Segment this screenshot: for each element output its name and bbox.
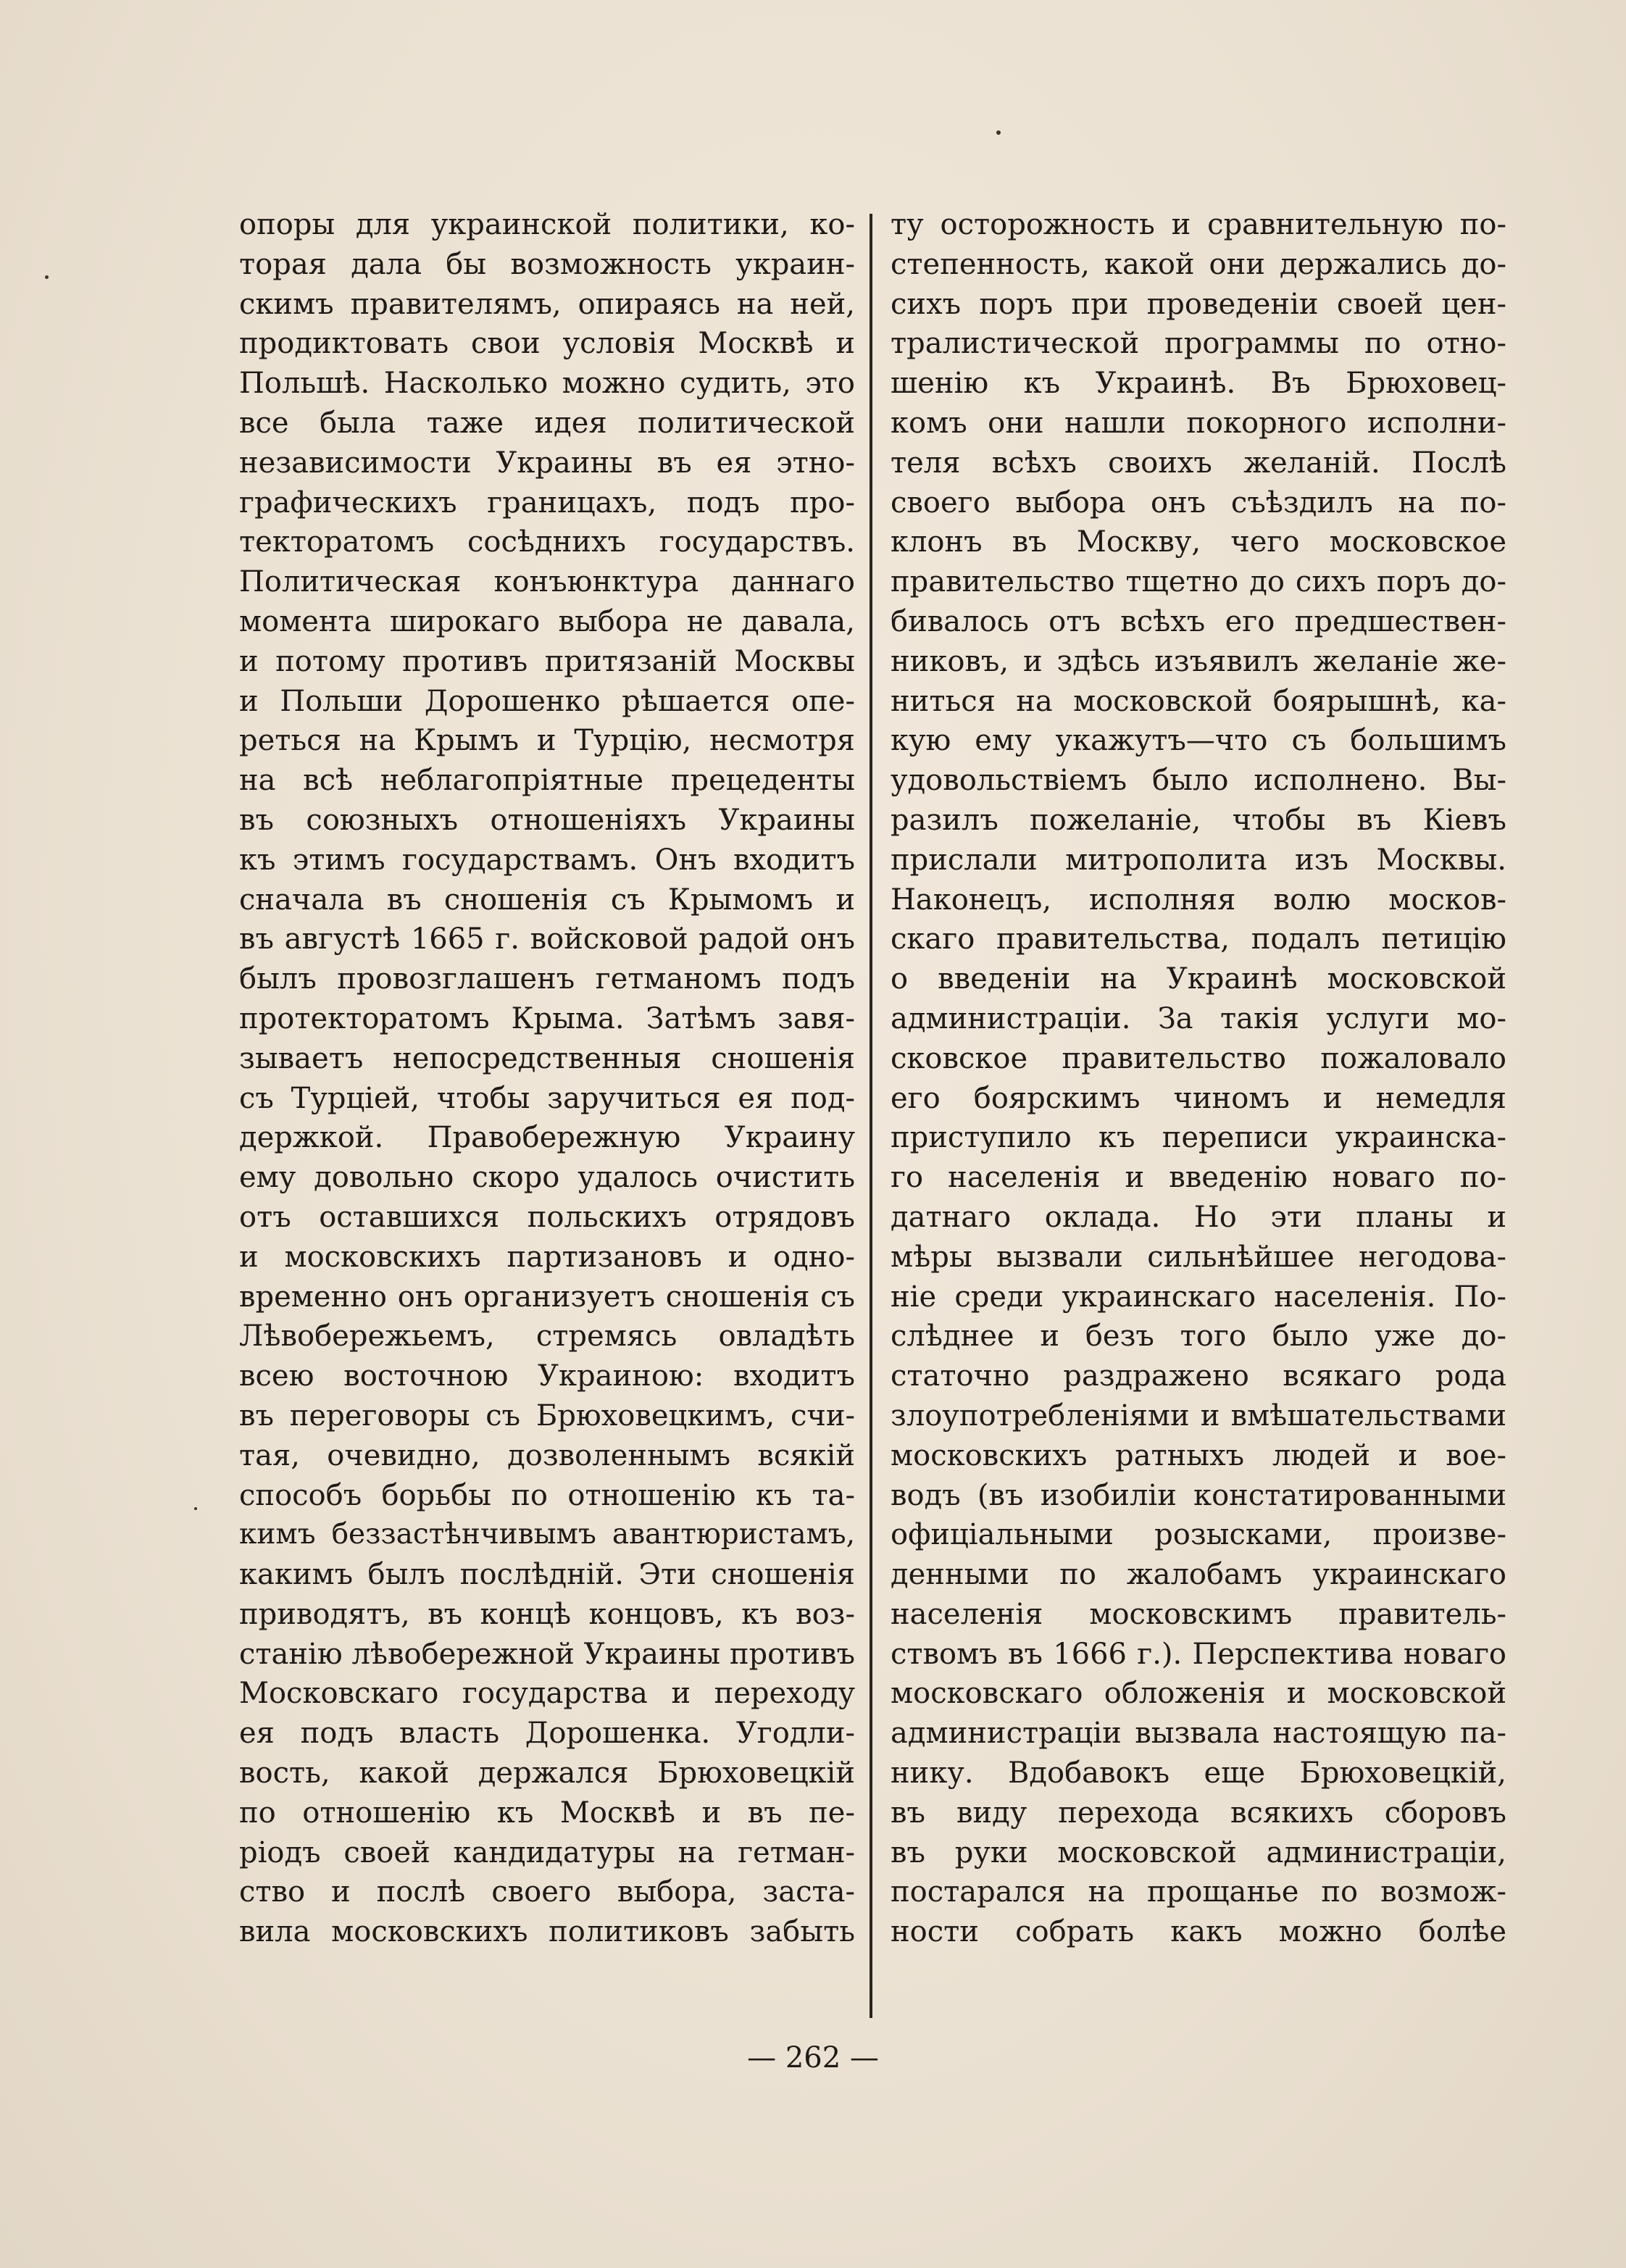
right-column-line: московскаго обложенія и московской: [891, 1677, 1506, 1711]
right-column-line: населенія московскимъ правитель-: [891, 1597, 1506, 1631]
right-column-line: го населенія и введенію новаго по-: [891, 1161, 1506, 1195]
left-column-line: ріодъ своей кандидатуры на гетман-: [239, 1835, 855, 1869]
right-column-line: мѣры вызвали сильнѣйшее негодова-: [891, 1240, 1506, 1274]
paper-speck: [996, 130, 1001, 135]
right-column-line: теля всѣхъ своихъ желаній. Послѣ: [891, 446, 1506, 480]
right-column-line: комъ они нашли покорного исполни-: [891, 406, 1506, 440]
left-column-line: въ союзныхъ отношеніяхъ Украины: [239, 803, 855, 837]
page-number: — 262 —: [747, 2041, 879, 2075]
right-column-line: въ виду перехода всякихъ сборовъ: [891, 1796, 1506, 1830]
left-column-line: протекторатомъ Крыма. Затѣмъ завя-: [239, 1001, 855, 1035]
left-column-line: и потому противъ притязаній Москвы: [239, 644, 855, 678]
right-column-line: сковское правительство пожаловало: [891, 1041, 1506, 1075]
right-column-line: правительство тщетно до сихъ поръ до-: [891, 565, 1506, 599]
right-column-line: ту осторожность и сравнительную по-: [891, 208, 1506, 241]
left-column-line: все была таже идея политической: [239, 406, 855, 440]
right-column-line: офиціальными розысками, произве-: [891, 1518, 1506, 1552]
left-column-line: момента широкаго выбора не давала,: [239, 604, 855, 638]
left-column-line: всею восточною Украиною: входитъ: [239, 1359, 855, 1393]
right-column-line: Наконецъ, исполняя волю москов-: [891, 883, 1506, 917]
right-column-line: нику. Вдобавокъ еще Брюховецкій,: [891, 1756, 1506, 1790]
column-divider: [870, 214, 872, 2018]
left-column-line: и Польши Дорошенко рѣшается опе-: [239, 684, 855, 718]
left-column-line: былъ провозглашенъ гетманомъ подъ: [239, 962, 855, 996]
left-column-line: торая дала бы возможность украин-: [239, 247, 855, 281]
left-column-line: какимъ былъ послѣдній. Эти сношенія: [239, 1558, 855, 1592]
right-column-line: бивалось отъ всѣхъ его предшествен-: [891, 604, 1506, 638]
left-column-line: Политическая конъюнктура даннаго: [239, 565, 855, 599]
right-column-line: водъ (въ изобиліи констатированными: [891, 1478, 1506, 1512]
right-column-line: тралистической программы по отно-: [891, 327, 1506, 361]
right-column-line: денными по жалобамъ украинскаго: [891, 1558, 1506, 1592]
right-column-line: шенію къ Украинѣ. Въ Брюховец-: [891, 367, 1506, 401]
left-column-line: текторатомъ сосѣднихъ государствъ.: [239, 525, 855, 559]
right-column-line: кую ему укажутъ—что съ большимъ: [891, 724, 1506, 758]
right-column-line: приступило къ переписи украинска-: [891, 1121, 1506, 1155]
right-column-line: администраціи. За такія услуги мо-: [891, 1001, 1506, 1035]
paper-speck: [194, 1507, 197, 1510]
right-column-line: администраціи вызвала настоящую па-: [891, 1717, 1506, 1751]
left-column-line: ство и послѣ своего выбора, заста-: [239, 1875, 855, 1909]
left-column-line: опоры для украинской политики, ко-: [239, 208, 855, 241]
left-text-column: [239, 205, 855, 1952]
right-column-line: разилъ пожеланіе, чтобы въ Кіевъ: [891, 803, 1506, 837]
left-column-line: Московскаго государства и переходу: [239, 1677, 855, 1711]
right-column-line: никовъ, и здѣсь изъявилъ желаніе же-: [891, 644, 1506, 678]
left-column-line: съ Турціей, чтобы заручиться ея под-: [239, 1081, 855, 1115]
left-column-line: и московскихъ партизановъ и одно-: [239, 1240, 855, 1274]
left-column-line: способъ борьбы по отношенію къ та-: [239, 1478, 855, 1512]
right-column-line: своего выбора онъ съѣздилъ на по-: [891, 485, 1506, 520]
left-column-line: независимости Украины въ ея этно-: [239, 446, 855, 480]
left-column-line: вила московскихъ политиковъ забыть: [239, 1915, 855, 1949]
right-column-line: статочно раздражено всякаго рода: [891, 1359, 1506, 1393]
right-column-line: скаго правительства, подалъ петицію: [891, 922, 1506, 956]
left-column-line: ему довольно скоро удалось очистить: [239, 1161, 855, 1195]
left-column-line: реться на Крымъ и Турцію, несмотря: [239, 724, 855, 758]
left-column-line: въ переговоры съ Брюховецкимъ, счи-: [239, 1398, 855, 1433]
right-column-line: сихъ поръ при проведеніи своей цен-: [891, 287, 1506, 321]
right-column-line: степенность, какой они держались до-: [891, 247, 1506, 281]
right-column-line: злоупотребленіями и вмѣшательствами: [891, 1398, 1506, 1433]
left-column-line: къ этимъ государствамъ. Онъ входитъ: [239, 843, 855, 877]
left-column-line: приводятъ, въ концѣ концовъ, къ воз-: [239, 1597, 855, 1631]
right-column-line: датнаго оклада. Но эти планы и: [891, 1200, 1506, 1234]
left-column-line: сначала въ сношенія съ Крымомъ и: [239, 883, 855, 917]
right-column-line: слѣднее и безъ того было уже до-: [891, 1319, 1506, 1354]
left-column-line: продиктовать свои условія Москвѣ и: [239, 327, 855, 361]
right-column-line: ниться на московской боярышнѣ, ка-: [891, 684, 1506, 718]
left-column-line: на всѣ неблагопріятные прецеденты: [239, 764, 855, 798]
left-column-line: кимъ беззастѣнчивымъ авантюристамъ,: [239, 1518, 855, 1551]
right-column-line: ности собрать какъ можно болѣе: [891, 1915, 1506, 1949]
right-column-line: въ руки московской администраціи,: [891, 1835, 1506, 1869]
right-column-line: ствомъ въ 1666 г.). Перспектива новаго: [891, 1637, 1506, 1671]
right-column-line: удовольствіемъ было исполнено. Вы-: [891, 764, 1506, 798]
left-column-line: станію лѣвобережной Украины противъ: [239, 1637, 855, 1671]
right-column-line: постарался на прощанье по возмож-: [891, 1875, 1506, 1909]
left-column-line: Лѣвобережьемъ, стремясь овладѣть: [239, 1319, 855, 1354]
left-column-line: Польшѣ. Насколько можно судить, это: [239, 367, 855, 401]
paper-speck: [45, 275, 49, 279]
right-column-line: ніе среди украинскаго населенія. По-: [891, 1280, 1506, 1314]
right-column-line: прислали митрополита изъ Москвы.: [891, 843, 1506, 877]
left-column-line: въ августѣ 1665 г. войсковой радой онъ: [239, 922, 855, 956]
left-column-line: зываетъ непосредственныя сношенія: [239, 1041, 855, 1075]
right-column-line: о введеніи на Украинѣ московской: [891, 962, 1506, 996]
right-column-line: московскихъ ратныхъ людей и вое-: [891, 1438, 1506, 1472]
right-text-column: [891, 205, 1506, 1952]
left-column-line: временно онъ организуетъ сношенія съ: [239, 1280, 855, 1314]
right-column-line: клонъ въ Москву, чего московское: [891, 525, 1506, 559]
left-column-line: ея подъ власть Дорошенка. Угодли-: [239, 1717, 855, 1751]
left-column-line: по отношенію къ Москвѣ и въ пе-: [239, 1796, 855, 1830]
left-column-line: скимъ правителямъ, опираясь на ней,: [239, 287, 855, 321]
left-column-line: держкой. Правобережную Украину: [239, 1121, 855, 1155]
left-column-line: тая, очевидно, дозволеннымъ всякій: [239, 1438, 855, 1472]
left-column-line: отъ оставшихся польскихъ отрядовъ: [239, 1200, 855, 1234]
right-column-line: его боярскимъ чиномъ и немедля: [891, 1081, 1506, 1115]
left-column-line: графическихъ границахъ, подъ про-: [239, 485, 855, 520]
left-column-line: вость, какой держался Брюховецкій: [239, 1756, 855, 1790]
